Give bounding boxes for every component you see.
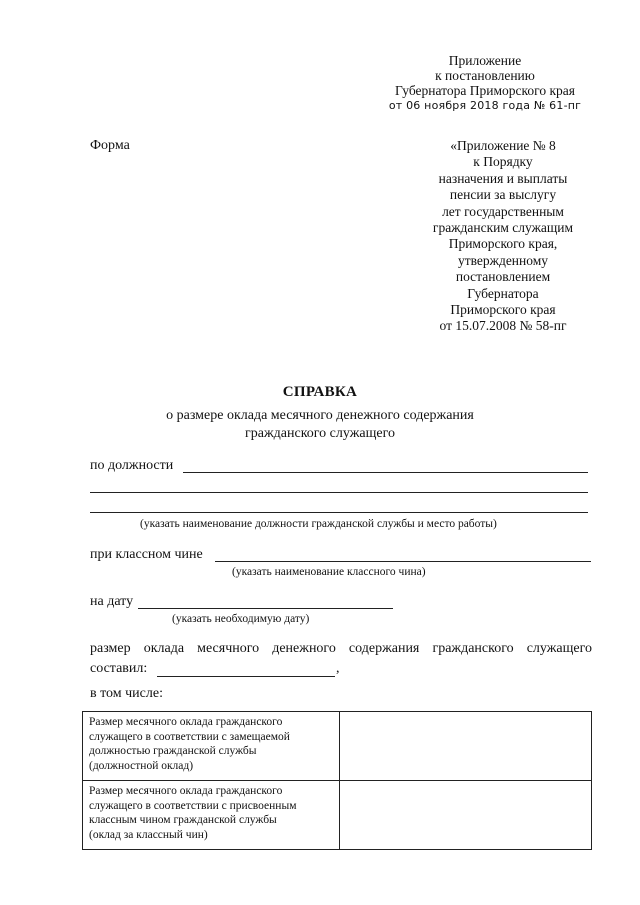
date-label: на дату bbox=[90, 594, 134, 609]
salary-input-line[interactable] bbox=[157, 676, 335, 677]
appendix-line: Приморского края bbox=[450, 302, 556, 318]
row-label-line: служащего в соответствии с присвоенным bbox=[89, 799, 297, 812]
appendix-line: назначения и выплаты bbox=[438, 170, 568, 186]
rank-hint: (указать наименование классного чина) bbox=[232, 566, 426, 578]
salary-comma: , bbox=[336, 661, 340, 676]
rank-input-line[interactable] bbox=[215, 561, 591, 562]
appendix-line: постановлением bbox=[455, 269, 551, 285]
position-hint: (указать наименование должности гражданской службы и место работы) bbox=[140, 518, 497, 530]
row-label-line: должностью гражданской службы bbox=[89, 745, 257, 758]
appendix-line: Приморского края, bbox=[448, 236, 558, 252]
table-cell-label bbox=[83, 712, 340, 781]
position-input-line-3[interactable] bbox=[90, 512, 588, 513]
appendix-line: к Порядку bbox=[473, 154, 533, 170]
rank-label: при классном чине bbox=[90, 547, 203, 562]
appendix-line: от 15.07.2008 № 58-пг bbox=[439, 318, 567, 334]
header-line: Губернатора Приморского края bbox=[395, 83, 575, 98]
appendix-line: Губернатора bbox=[467, 285, 539, 301]
decree-date-stamp: от 06 ноября 2018 года № 61-пг bbox=[388, 99, 582, 112]
row-label-line: служащего в соответствии с замещаемой bbox=[89, 730, 290, 743]
salary-breakdown-table bbox=[82, 711, 592, 850]
row-label-line: классным чином гражданской службы bbox=[89, 814, 277, 827]
position-input-line-2[interactable] bbox=[90, 492, 588, 493]
appendix-line: гражданским служащим bbox=[432, 220, 574, 236]
table-row bbox=[83, 781, 592, 850]
salary-text-line2: составил: bbox=[90, 661, 148, 676]
document-subtitle-line2: гражданского служащего bbox=[245, 426, 395, 441]
date-hint: (указать необходимую дату) bbox=[172, 613, 310, 625]
table-cell-value[interactable] bbox=[340, 781, 592, 850]
header-line: Приложение bbox=[448, 53, 522, 68]
decree-header bbox=[360, 53, 610, 113]
header-line: к постановлению bbox=[435, 68, 535, 83]
row-label-line: Размер месячного оклада гражданского bbox=[89, 785, 283, 797]
appendix-line: утвержденному bbox=[457, 252, 549, 268]
document-title: СПРАВКА bbox=[282, 384, 358, 400]
salary-text-line1: размер оклада месячного денежного содержания гражданского служащего bbox=[90, 641, 592, 656]
row-label-line: (оклад за классный чин) bbox=[89, 828, 208, 841]
date-input-line[interactable] bbox=[138, 608, 393, 609]
position-label: по должности bbox=[90, 458, 174, 473]
document-subtitle-line1: о размере оклада месячного денежного содержания bbox=[166, 408, 474, 423]
appendix-line: пенсии за выслугу bbox=[449, 187, 557, 203]
form-label: Форма bbox=[90, 138, 130, 153]
table-row bbox=[83, 712, 592, 781]
appendix-line: «Приложение № 8 bbox=[450, 138, 556, 153]
row-label-line: (должностной оклад) bbox=[89, 759, 194, 772]
row-label-line: Размер месячного оклада гражданского bbox=[89, 716, 283, 728]
table-cell-label bbox=[83, 781, 340, 850]
table-cell-value[interactable] bbox=[340, 712, 592, 781]
including-label: в том числе: bbox=[90, 686, 163, 701]
position-input-line[interactable] bbox=[183, 472, 588, 473]
appendix-block bbox=[398, 138, 608, 335]
appendix-line: лет государственным bbox=[442, 203, 564, 219]
